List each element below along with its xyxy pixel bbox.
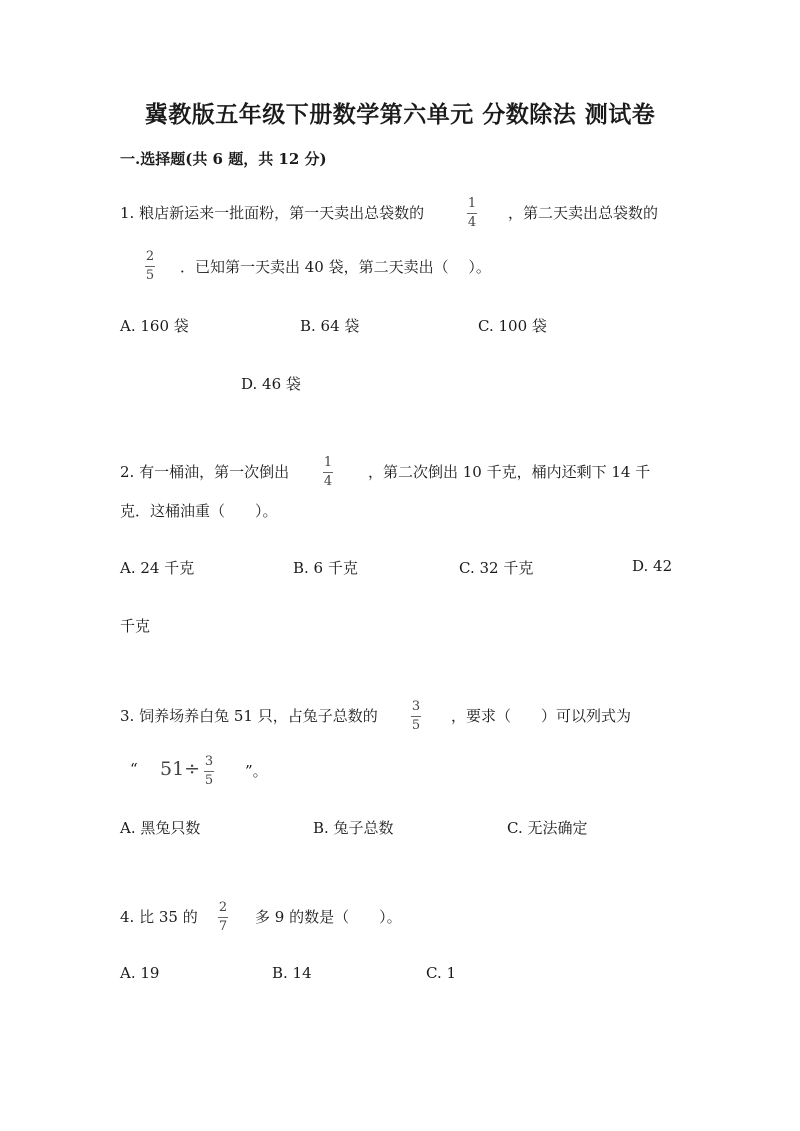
- q4-text-part1: 4. 比 35 的: [120, 908, 198, 926]
- q2-fraction-1: [323, 456, 333, 489]
- fraction-bar: [467, 213, 477, 214]
- q3-fraction-1: [411, 700, 421, 733]
- q2-fraction-1-numerator: 1: [323, 455, 333, 470]
- q3-text-part1: 3. 饲养场养白兔 51 只，占兔子总数的: [120, 707, 378, 725]
- q3-quote-close: ”。: [245, 762, 268, 780]
- q2-fraction-1-denominator: 4: [323, 474, 333, 489]
- q4-fraction-1: [218, 901, 228, 934]
- q3-option-a[interactable]: A. 黑兔只数: [120, 819, 201, 837]
- q3-fraction-1-numerator: 3: [411, 699, 421, 714]
- q4-option-a[interactable]: A. 19: [120, 964, 160, 982]
- q3-text-part2: ，要求（ ）可以列式为: [451, 707, 632, 725]
- q4-option-c[interactable]: C. 1: [426, 964, 457, 982]
- q1-fraction-2: [145, 250, 155, 283]
- q1-option-c[interactable]: C. 100 袋: [478, 317, 547, 335]
- q1-fraction-1-numerator: 1: [467, 196, 477, 211]
- q1-option-d[interactable]: D. 46 袋: [241, 375, 301, 393]
- q2-option-d-tail: 千克: [120, 617, 151, 635]
- q1-option-b[interactable]: B. 64 袋: [300, 317, 360, 335]
- q2-option-d[interactable]: D. 42: [632, 557, 673, 575]
- fraction-bar: [145, 266, 155, 267]
- q3-expression-denominator: 5: [204, 773, 214, 788]
- fraction-bar: [218, 917, 228, 918]
- q1-text-part3: ．已知第一天卖出 40 袋，第二天卖出（ ）。: [180, 258, 491, 276]
- fraction-bar: [204, 771, 214, 772]
- page-title: 冀教版五年级下册数学第六单元 分数除法 测试卷: [144, 101, 656, 128]
- fraction-bar: [411, 716, 421, 717]
- q3-expression-fraction: [204, 755, 214, 788]
- q1-text-part2: ，第二天卖出总袋数的: [508, 204, 659, 222]
- q3-quote-open: “: [130, 760, 138, 778]
- q4-option-b[interactable]: B. 14: [272, 964, 312, 982]
- section-heading: 一.选择题(共 6 题，共 12 分): [120, 150, 327, 168]
- q2-option-c[interactable]: C. 32 千克: [459, 559, 534, 577]
- q3-option-c[interactable]: C. 无法确定: [507, 819, 588, 837]
- fraction-bar: [323, 472, 333, 473]
- q4-fraction-1-numerator: 2: [218, 900, 228, 915]
- q2-text-part1: 2. 有一桶油，第一次倒出: [120, 463, 290, 481]
- q2-text-part3: 克．这桶油重（ ）。: [120, 502, 278, 520]
- q3-expression-prefix: 51÷: [160, 758, 201, 780]
- q1-fraction-2-denominator: 5: [145, 268, 155, 283]
- q4-text-part2: 多 9 的数是（ ）。: [255, 908, 402, 926]
- q3-option-b[interactable]: B. 兔子总数: [313, 819, 394, 837]
- q4-fraction-1-denominator: 7: [218, 919, 228, 934]
- q1-option-a[interactable]: A. 160 袋: [120, 317, 189, 335]
- q2-option-b[interactable]: B. 6 千克: [293, 559, 358, 577]
- q3-expression-numerator: 3: [204, 754, 214, 769]
- q1-fraction-1-denominator: 4: [467, 215, 477, 230]
- q1-fraction-2-numerator: 2: [145, 249, 155, 264]
- q2-text-part2: ，第二次倒出 10 千克，桶内还剩下 14 千: [368, 463, 651, 481]
- q3-fraction-1-denominator: 5: [411, 718, 421, 733]
- q1-fraction-1: [467, 197, 477, 230]
- q2-option-a[interactable]: A. 24 千克: [120, 559, 195, 577]
- q1-text-part1: 1. 粮店新运来一批面粉，第一天卖出总袋数的: [120, 204, 425, 222]
